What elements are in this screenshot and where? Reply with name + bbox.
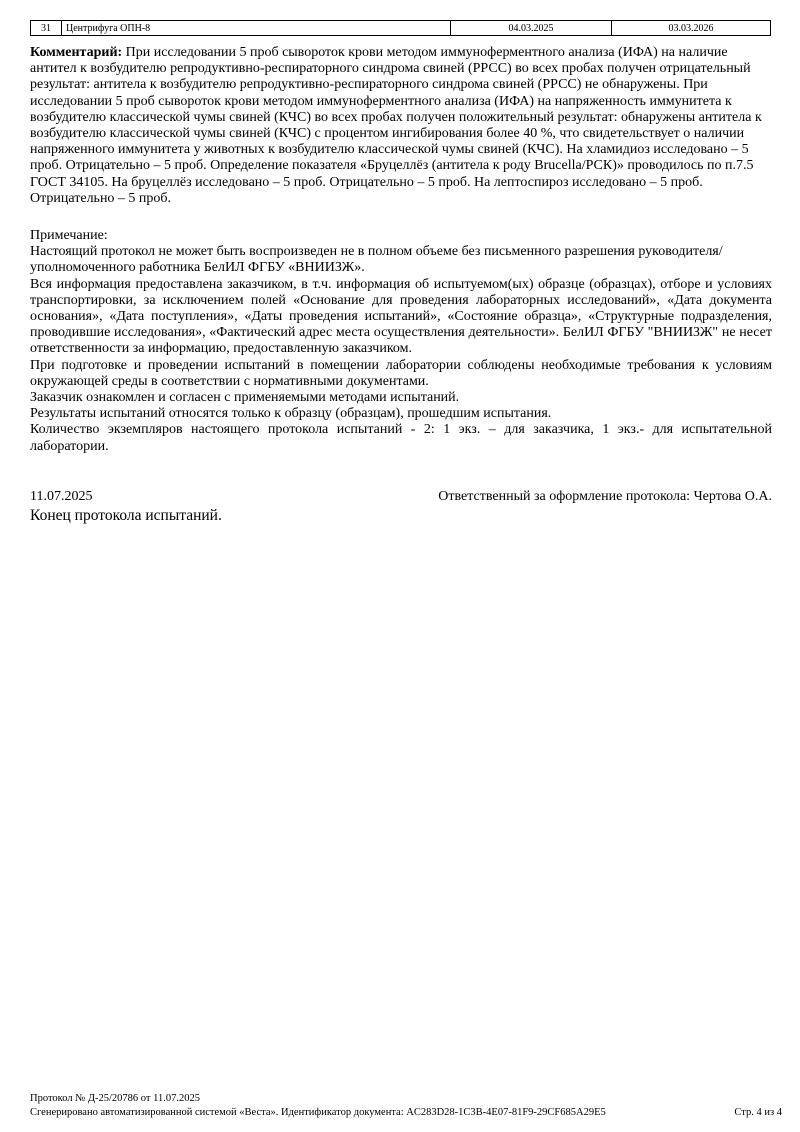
comment-section	[30, 45, 772, 207]
table-row	[31, 21, 771, 36]
equipment-table	[30, 20, 771, 36]
date-to: 03.03.2026	[612, 21, 771, 36]
comment-label: Комментарий:	[30, 45, 123, 60]
footer-generated: Сгенерировано автоматизированной системой «Веста». Идентификатор документа: AC283D28-1C3B-4E07-81F9-29CF685A29E5	[30, 1107, 606, 1118]
signature-row	[30, 489, 772, 505]
signature-date: 11.07.2025	[30, 489, 93, 504]
page-footer	[30, 1092, 782, 1120]
note-paragraph: Результаты испытаний относятся только к образцу (образцам), прошедшим испытания.	[30, 406, 552, 422]
note-paragraph: При подготовке и проведении испытаний в помещении лаборатории соблюдены необходимые требования к условиям окружающей среды в соответствии с нормативными документами.	[30, 357, 772, 389]
note-paragraph: Заказчик ознакомлен и согласен с применяемыми методами испытаний.	[30, 390, 460, 406]
end-of-protocol: Конец протокола испытаний.	[30, 507, 222, 524]
note-paragraph: Вся информация предоставлена заказчиком, в т.ч. информация об испытуемом(ых) образце (образцах), отборе и условиях транспортировки, за исключением полей «Основание для проведения лабораторных исследований», «Дата документа основания», «Дата поступления», «Даты проведения испытаний», «Состояние образца», «Структурные подразделения, проводившие исследования», «Фактический адрес места осуществления деятельности». БелИЛ ФГБУ "ВНИИЗЖ" не несет ответственности за информацию, предоставленную заказчиком.	[30, 276, 772, 357]
footer-protocol: Протокол № Д-25/20786 от 11.07.2025	[30, 1093, 200, 1104]
note-paragraph: Количество экземпляров настоящего протокола испытаний - 2: 1 экз. – для заказчика, 1 экз.- для испытательной лаборатории.	[30, 422, 772, 454]
comment-text: При исследовании 5 проб сывороток крови методом иммуноферментного анализа (ИФА) на наличие антител к возбудителю репродуктивно-респираторного синдрома свиней (РРСС) во всех пробах получен отрицательный результат: антитела к возбудителю репродуктивно-респираторного синдрома свиней (РРСС) не обнаружены. При исследовании 5 проб сывороток крови методом иммуноферментного анализа (ИФА) на напряженность иммунитета к возбудителю классической чумы свиней (КЧС) во всех пробах получен положительный результат: обнаружены антитела к возбудителю классической чумы свиней (КЧС) с процентом ингибирования более 40 %, что свидетельствует о наличии напряженного иммунитета у животных к возбудителю классической чумы свиней (КЧС). На хламидиоз исследовано – 5 проб. Отрицательно – 5 проб. Определение показателя «Бруцеллёз (антитела к роду Brucella/РСК)» проводилось по п.7.5 ГОСТ 34105. На бруцеллёз исследовано – 5 проб. Отрицательно – 5 проб. На лептоспироз исследовано – 5 проб. Отрицательно – 5 проб.	[30, 45, 762, 206]
equipment-name: Центрифуга ОПН-8	[62, 21, 451, 36]
note-paragraph: Настоящий протокол не может быть воспроизведен не в полном объеме без письменного разрешения руководителя/уполномоченного работника БелИЛ ФГБУ «ВНИИЗЖ».	[30, 244, 723, 276]
page-number: Стр. 4 из 4	[734, 1107, 782, 1118]
responsible-person: Ответственный за оформление протокола: Чертова О.А.	[438, 489, 772, 504]
row-number: 31	[31, 21, 62, 36]
date-from: 04.03.2025	[451, 21, 612, 36]
notes-title: Примечание:	[30, 228, 108, 243]
notes-section	[30, 228, 772, 455]
